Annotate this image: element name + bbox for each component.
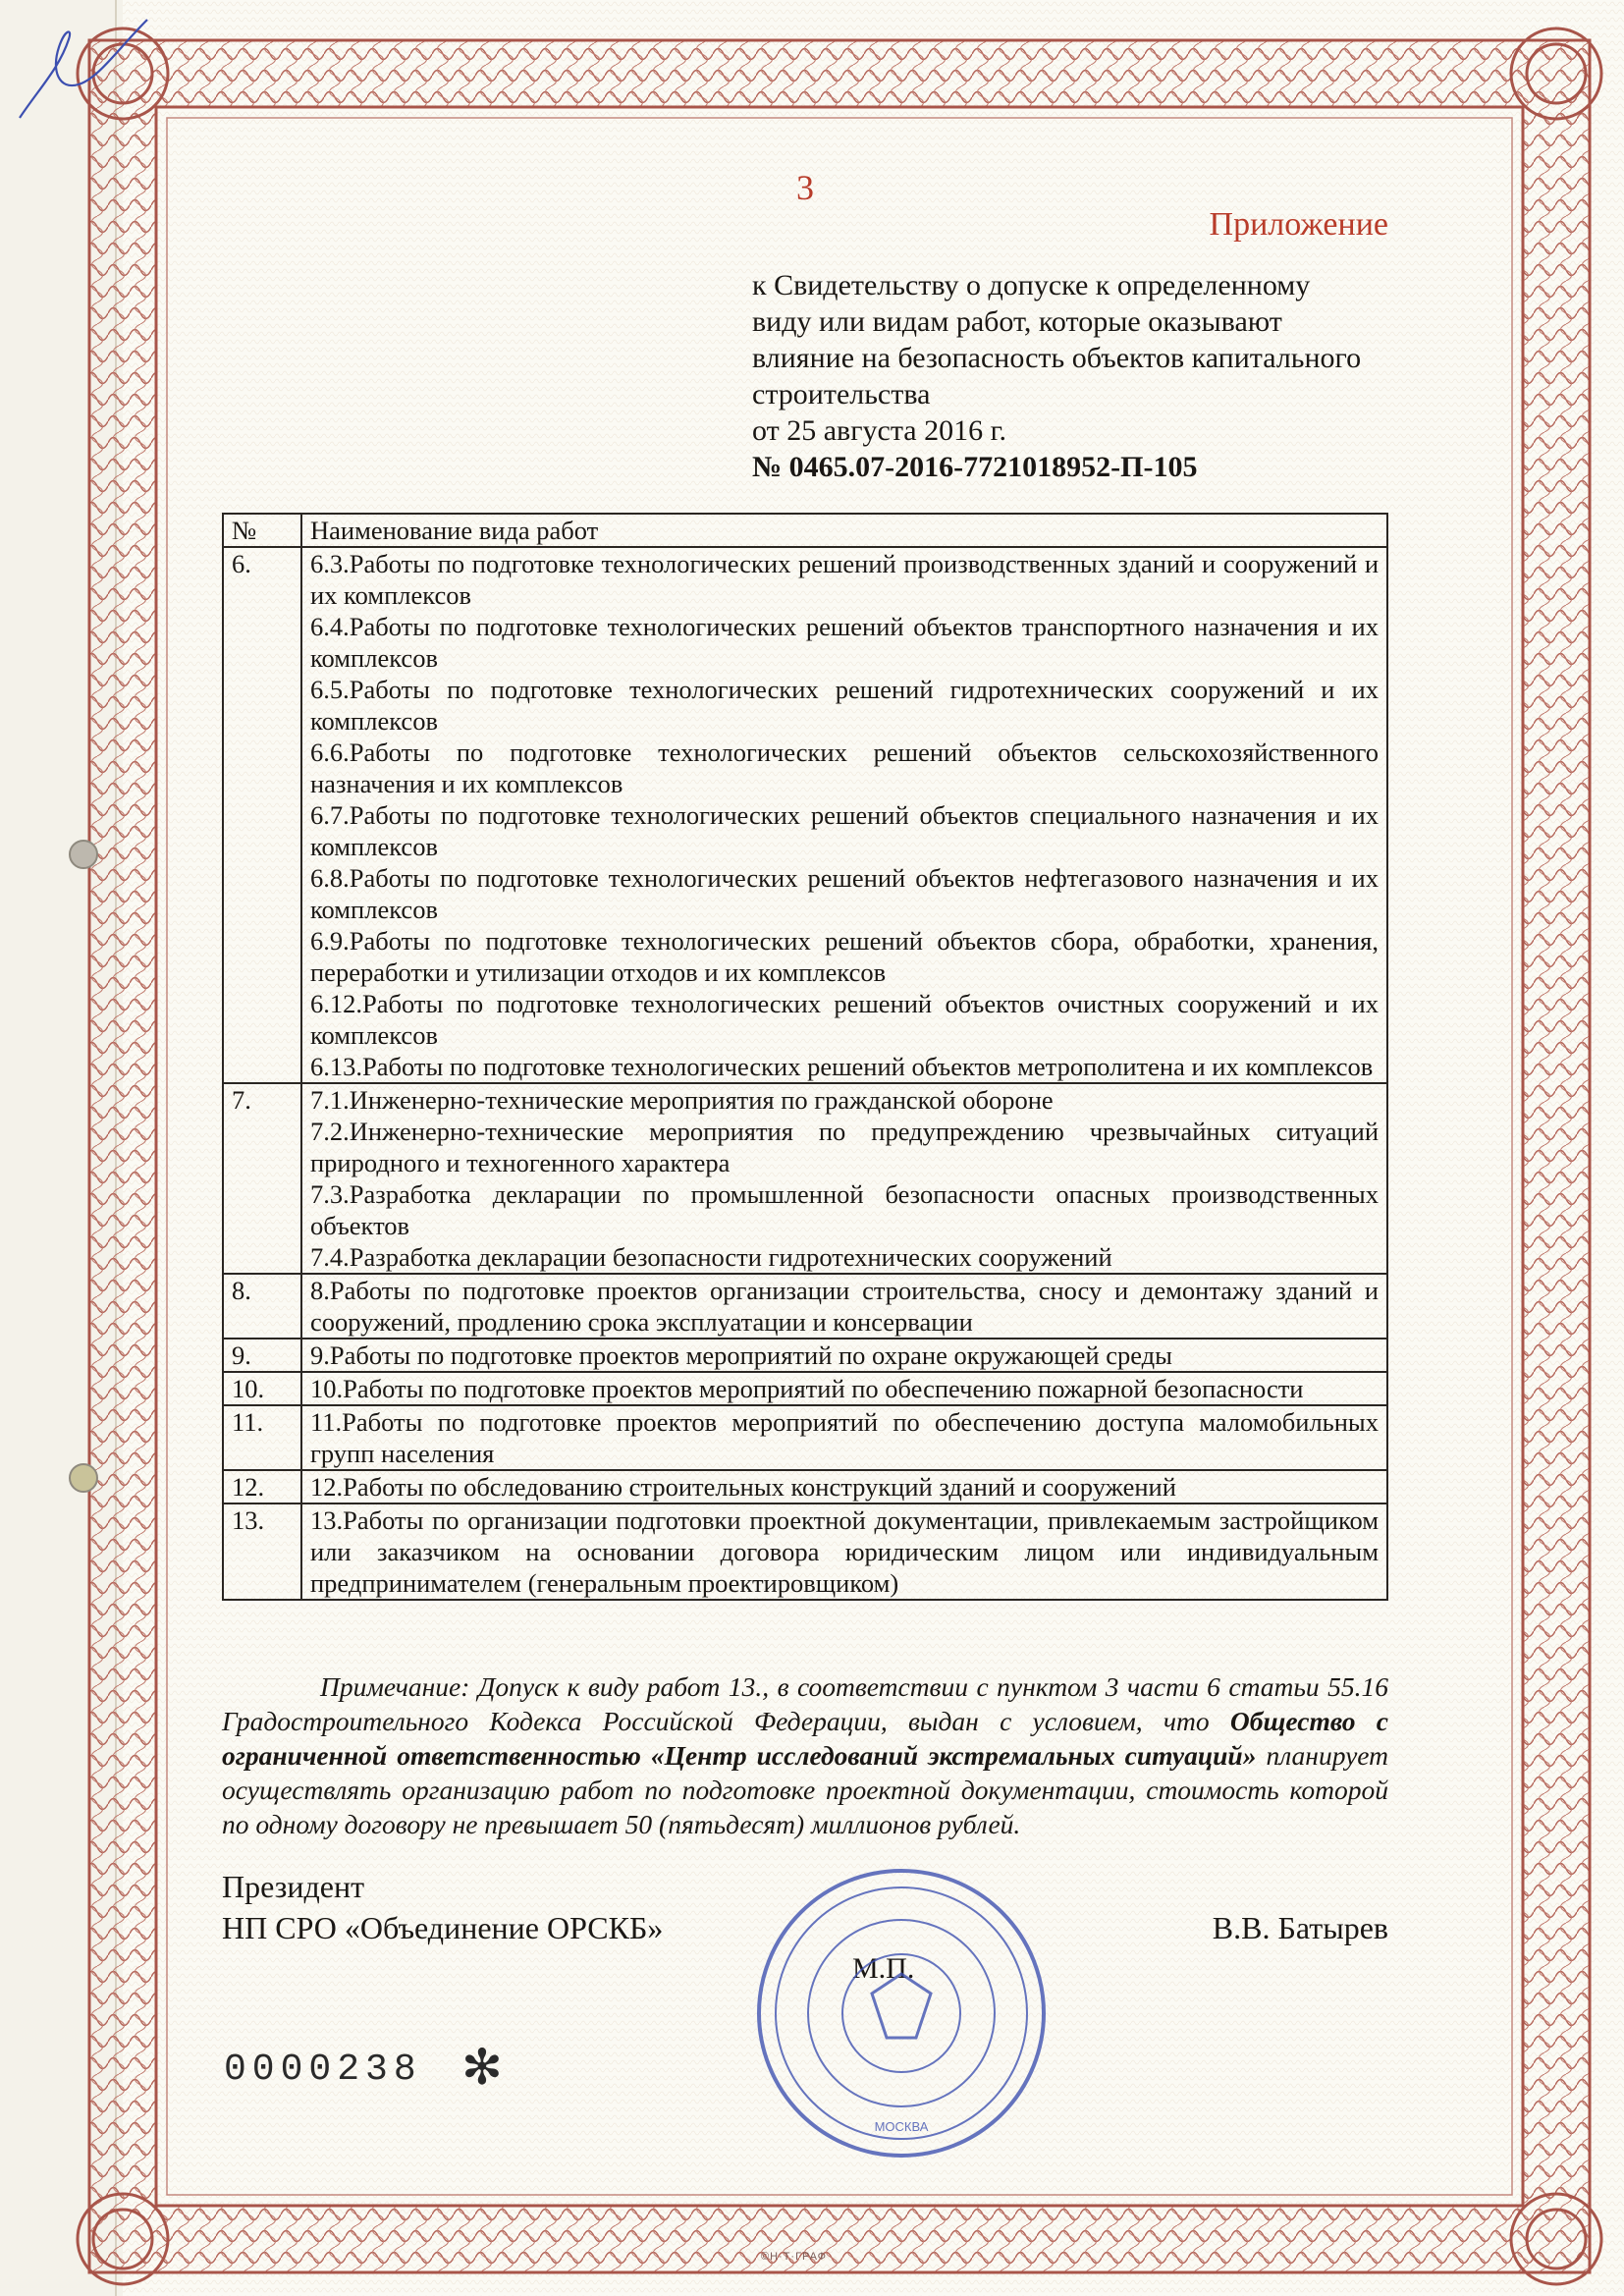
serial-number: 0000238 bbox=[224, 2049, 422, 2091]
works-table bbox=[222, 513, 1388, 1601]
signatory-name: В.В. Батырев bbox=[1212, 1910, 1388, 1945]
work-item: 6.8.Работы по подготовке технологических решений объектов нефтегазового назначения и их комплексов bbox=[310, 863, 1379, 924]
work-item: 6.7.Работы по подготовке технологических решений объектов специального назначения и их комплексов bbox=[310, 800, 1379, 861]
table-row bbox=[223, 1470, 1387, 1503]
work-item: 8.Работы по подготовке проектов организации строительства, сносу и демонтажу зданий и сооружений, продлению срока эксплуатации и консервации bbox=[301, 1274, 1387, 1339]
appendix-heading: Приложение bbox=[1209, 206, 1388, 243]
column-header-number: № bbox=[223, 514, 301, 547]
work-item: 10.Работы по подготовке проектов мероприятий по обеспечению пожарной безопасности bbox=[301, 1372, 1387, 1405]
work-item: 6.5.Работы по подготовке технологических решений гидротехнических сооружений и их комплексов bbox=[310, 675, 1379, 736]
work-item: 6.13.Работы по подготовке технологических решений объектов метрополитена и их комплексов bbox=[310, 1052, 1374, 1081]
note-text-end: планирует осуществлять организацию работ по подготовке проектной документации, стоимость которой по одному договору не превышает 50 (пятьдесят) миллионов рублей. bbox=[222, 1740, 1388, 1839]
handwritten-signature bbox=[0, 0, 157, 137]
table-row bbox=[223, 1372, 1387, 1405]
appendix-subtitle bbox=[752, 267, 1388, 485]
certificate-date: от 25 августа 2016 г. bbox=[752, 414, 1007, 447]
work-item: 9.Работы по подготовке проектов мероприятий по охране окружающей среды bbox=[301, 1339, 1387, 1372]
table-header-row bbox=[223, 514, 1387, 547]
column-header-name: Наименование вида работ bbox=[301, 514, 1387, 547]
table-row bbox=[223, 1274, 1387, 1339]
note-company-name: Общество с ограниченной ответственностью «Центр исследований экстремальных ситуаций» bbox=[222, 1706, 1388, 1771]
row-number: 10. bbox=[223, 1372, 301, 1405]
signatory-title: Президент bbox=[222, 1869, 365, 1904]
subtitle-line: влияние на безопасность объектов капитального bbox=[752, 342, 1362, 374]
signatory-block bbox=[222, 1866, 663, 1948]
work-item: 7.1.Инженерно-технические мероприятия по гражданской обороне bbox=[310, 1085, 1054, 1115]
note-text: Примечание: Допуск к виду работ 13., в соответствии с пунктом 3 части 6 статьи 55.16 Градостроительного Кодекса Российской Федерации, выдан с условием, что bbox=[222, 1671, 1388, 1736]
work-item: 6.3.Работы по подготовке технологических решений производственных зданий и сооружений и их комплексов bbox=[310, 549, 1379, 610]
row-number: 12. bbox=[223, 1470, 301, 1503]
row-number: 6. bbox=[223, 547, 301, 1083]
work-item: 6.9.Работы по подготовке технологических решений объектов сбора, обработки, хранения, переработки и утилизации отходов и их комплексов bbox=[310, 926, 1379, 987]
table-row bbox=[223, 1339, 1387, 1372]
subtitle-line: виду или видам работ, которые оказывают bbox=[752, 305, 1282, 338]
table-row bbox=[223, 547, 1387, 1083]
table-row bbox=[223, 1503, 1387, 1600]
row-number: 9. bbox=[223, 1339, 301, 1372]
table-row bbox=[223, 1083, 1387, 1274]
row-number: 7. bbox=[223, 1083, 301, 1274]
subtitle-line: к Свидетельству о допуске к определенному bbox=[752, 269, 1311, 301]
serial-mark: ✻ bbox=[461, 2040, 503, 2095]
seal-city: МОСКВА bbox=[874, 2119, 929, 2134]
printer-mark: ©Н·Т·ГРАФ bbox=[761, 2251, 827, 2263]
organization-seal bbox=[754, 1866, 1049, 2160]
row-number: 13. bbox=[223, 1503, 301, 1600]
work-item: 7.2.Инженерно-технические мероприятия по предупреждению чрезвычайных ситуаций природного и техногенного характера bbox=[310, 1117, 1379, 1177]
work-item: 13.Работы по организации подготовки проектной документации, привлекаемым застройщиком или заказчиком на основании договора юридическим лицом или индивидуальным предпринимателем (генеральным проектировщиком) bbox=[301, 1503, 1387, 1600]
signatory-organization: НП СРО «Объединение ОРСКБ» bbox=[222, 1910, 664, 1945]
work-item: 7.3.Разработка декларации по промышленной безопасности опасных производственных объектов bbox=[310, 1179, 1379, 1240]
page-number: 3 bbox=[796, 168, 814, 207]
row-works bbox=[301, 1083, 1387, 1274]
work-item: 7.4.Разработка декларации безопасности гидротехнических сооружений bbox=[310, 1242, 1112, 1272]
row-number: 11. bbox=[223, 1405, 301, 1470]
table-row bbox=[223, 1405, 1387, 1470]
seal-placeholder-label: М.П. bbox=[852, 1952, 915, 1985]
subtitle-line: строительства bbox=[752, 378, 931, 410]
work-item: 6.12.Работы по подготовке технологических решений объектов очистных сооружений и их комплексов bbox=[310, 989, 1379, 1050]
row-number: 8. bbox=[223, 1274, 301, 1339]
work-item: 6.4.Работы по подготовке технологических решений объектов транспортного назначения и их комплексов bbox=[310, 612, 1379, 673]
note-paragraph bbox=[222, 1669, 1388, 1841]
work-item: 6.6.Работы по подготовке технологических решений объектов сельскохозяйственного назначения и их комплексов bbox=[310, 738, 1379, 798]
work-item: 11.Работы по подготовке проектов мероприятий по обеспечению доступа маломобильных групп населения bbox=[301, 1405, 1387, 1470]
row-works bbox=[301, 547, 1387, 1083]
work-item: 12.Работы по обследованию строительных конструкций зданий и сооружений bbox=[301, 1470, 1387, 1503]
certificate-number: № 0465.07-2016-7721018952-П-105 bbox=[752, 451, 1198, 483]
